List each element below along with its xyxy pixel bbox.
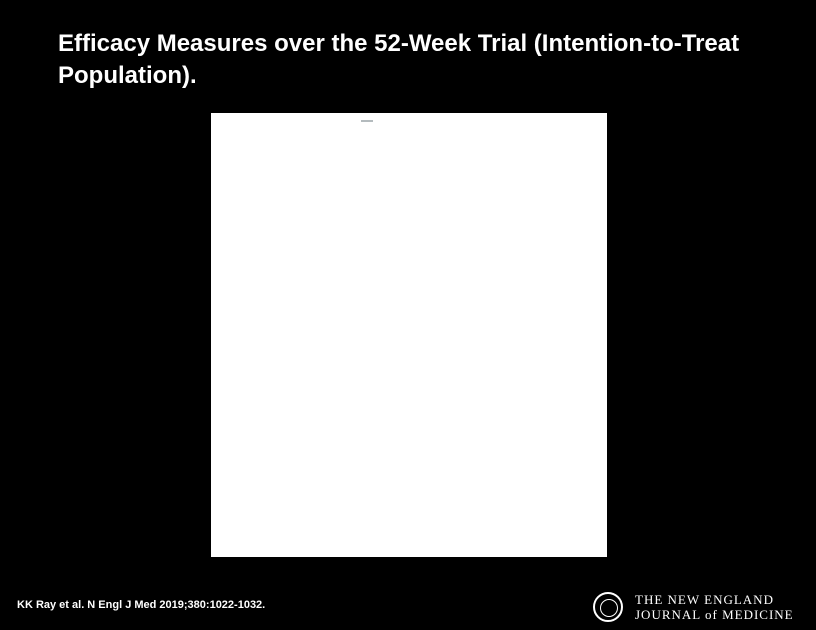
figure-panel xyxy=(211,113,607,557)
figure-svg xyxy=(211,113,607,557)
citation: KK Ray et al. N Engl J Med 2019;380:1022-1032. xyxy=(17,599,266,611)
journal-logo xyxy=(593,590,808,626)
slide-title: Efficacy Measures over the 52-Week Trial (Intention-to-Treat Population). xyxy=(58,30,740,89)
journal-seal-icon xyxy=(593,592,623,622)
journal-name-line2: JOURNAL of MEDICINE xyxy=(635,607,794,622)
journal-name-line1: THE NEW ENGLAND xyxy=(635,592,774,607)
